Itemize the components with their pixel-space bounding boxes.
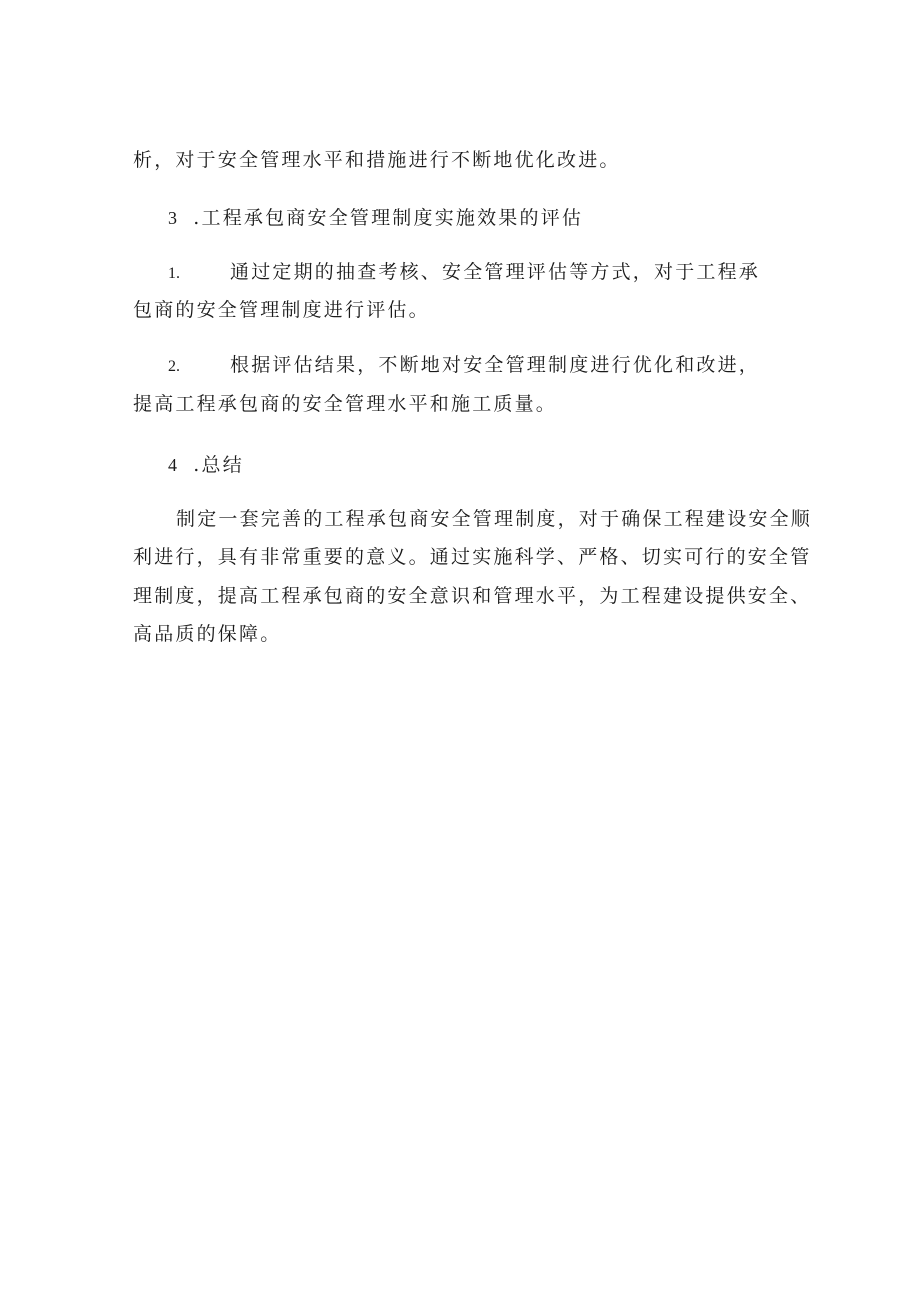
summary-line-4: 高品质的保障。 — [133, 623, 282, 645]
summary-line-1: 制定一套完善的工程承包商安全管理制度，对于确保工程建设安全顺 — [176, 508, 813, 530]
item-2-text: 根据评估结果，不断地对安全管理制度进行优化和改进， — [230, 354, 761, 376]
summary-line-3: 理制度，提高工程承包商的安全意识和管理水平，为工程建设提供安全、 — [133, 585, 812, 607]
section-3-item-1-line-2: 包商的安全管理制度进行评估。 — [133, 299, 430, 321]
section-3-heading — [168, 206, 583, 230]
item-1-text: 通过定期的抽查考核、安全管理评估等方式，对于工程承 — [230, 261, 761, 283]
section-3-item-1-line-1 — [168, 260, 760, 286]
section-3-title: .工程承包商安全管理制度实施效果的评估 — [193, 207, 584, 229]
item-1-number: 1. — [168, 265, 180, 282]
section-3-item-2-line-2: 提高工程承包商的安全管理水平和施工质量。 — [133, 393, 558, 415]
section-4-heading — [168, 453, 244, 477]
section-3-number: 3 — [168, 208, 177, 228]
paragraph-continuation: 析，对于安全管理水平和措施进行不断地优化改进。 — [133, 149, 621, 171]
section-3-item-2-line-1 — [168, 353, 760, 379]
summary-line-2: 利进行，具有非常重要的意义。通过实施科学、严格、切实可行的安全管 — [133, 546, 812, 568]
section-4-number: 4 — [168, 455, 177, 475]
item-2-number: 2. — [168, 358, 180, 375]
section-4-title: .总结 — [193, 454, 244, 476]
